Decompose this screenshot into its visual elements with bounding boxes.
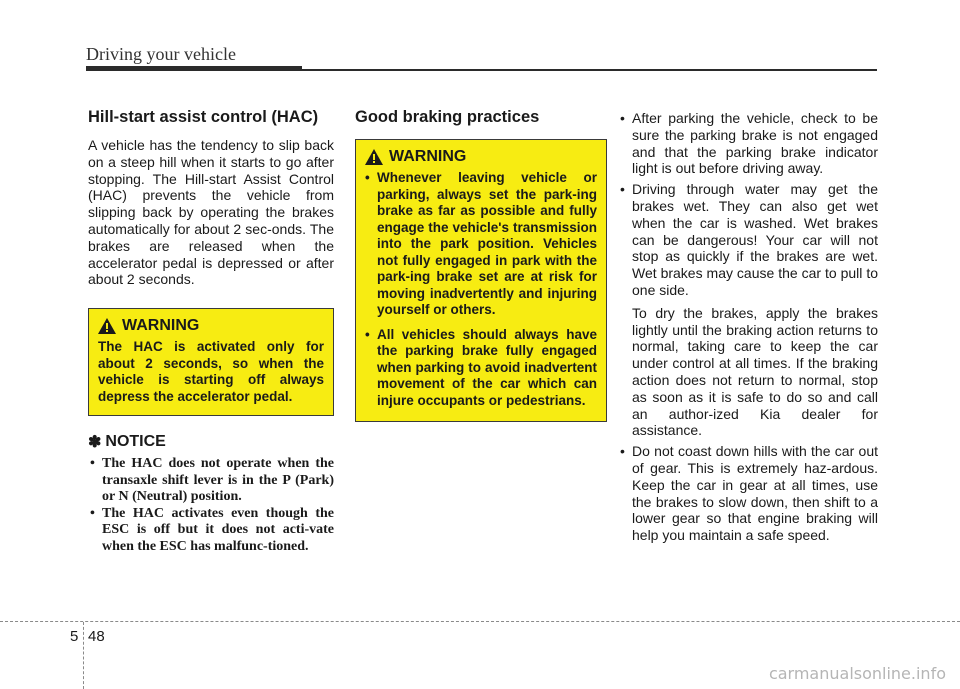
practice-item-text: After parking the vehicle, check to be sure the parking brake is not engaged and that the parking brake indicator light is out before driving away.: [632, 110, 878, 177]
column-left: [88, 108, 334, 555]
column-right: [620, 110, 878, 548]
practice-item: [620, 110, 878, 177]
braking-warning-list: [365, 170, 597, 409]
practice-item: [620, 181, 878, 439]
braking-practices-list: [620, 110, 878, 544]
notice-section: [88, 432, 334, 555]
hac-body: A vehicle has the tendency to slip back on a steep hill when it starts to go after stopping. The Hill-start Assist Control (HAC) prevents the vehicle from slipping back by operating the brakes automatically for about 2 sec-onds. The brakes are released when the accelerator pedal is depressed or after about 2 seconds.: [88, 137, 334, 288]
hac-warning-title: WARNING: [122, 317, 200, 335]
braking-warning-item: • All vehicles should always have the parking brake fully engaged when parking to avoid inadvertent movement of the car which can injure occupants or pedestrians.: [365, 327, 597, 410]
footer-divider: [83, 622, 85, 689]
header-rule-thick: [86, 66, 302, 71]
page-header-title: Driving your vehicle: [86, 44, 236, 64]
hac-warning-box: [88, 308, 334, 416]
header-rule-thin: [302, 69, 877, 71]
warning-triangle-icon: [365, 149, 383, 165]
practice-item-paragraph: To dry the brakes, apply the brakes lightly until the braking action returns to normal, taking care to keep the car under control at all times. If the braking action does not return to normal, stop as soon as it is safe to do so and call an author-ized Kia dealer for assistance.: [632, 304, 878, 439]
notice-item: • The HAC activates even though the ESC is off but it does not acti-vate when the ESC has malfunc-tioned.: [88, 506, 334, 556]
notice-list: [88, 456, 334, 555]
braking-warning-header: [365, 148, 597, 166]
practice-item-text: Driving through water may get the brakes wet. They can also get wet when the car is washed. Wet brakes can be dangerous! Your car will not stop as quickly if the brakes are wet. Wet brakes may cause the car to pull to one side.: [632, 181, 878, 298]
practice-item: [620, 443, 878, 544]
notice-title: NOTICE: [105, 433, 166, 451]
warning-triangle-icon: [98, 318, 116, 334]
page-number: 48: [88, 628, 105, 645]
practice-item-text: Do not coast down hills with the car out of gear. This is extremely haz-ardous. Keep the car in gear at all times, use the brakes to slow down, then shift to a lower gear so that engine braking will help you maintain a safe speed.: [632, 443, 878, 544]
hac-warning-text: The HAC is activated only for about 2 seconds, so when the vehicle is starting off always depress the accelerator pedal.: [98, 339, 324, 404]
footer-rule: [0, 621, 960, 623]
braking-warning-title: WARNING: [389, 148, 467, 165]
notice-item: • The HAC does not operate when the transaxle shift lever is in the P (Park) or N (Neutral) position.: [88, 456, 334, 506]
braking-warning-item: • Whenever leaving vehicle or parking, always set the park-ing brake as far as possible and fully engage the vehicle's transmission into the park position. Vehicles not fully engaged in park with the park-ing brake set are at risk for moving inadvertently and injuring yourself or others.: [365, 170, 597, 319]
notice-asterisk-icon: ✽: [88, 434, 102, 452]
braking-heading: Good braking practices: [355, 108, 540, 126]
column-middle: [355, 108, 607, 422]
braking-warning-box: [355, 139, 607, 422]
hac-heading: Hill-start assist control (HAC): [88, 108, 319, 126]
notice-header: [88, 432, 334, 452]
hac-warning-header: [98, 317, 324, 335]
watermark: carmanualsonline.info: [768, 664, 946, 683]
chapter-number: 5: [70, 628, 79, 645]
